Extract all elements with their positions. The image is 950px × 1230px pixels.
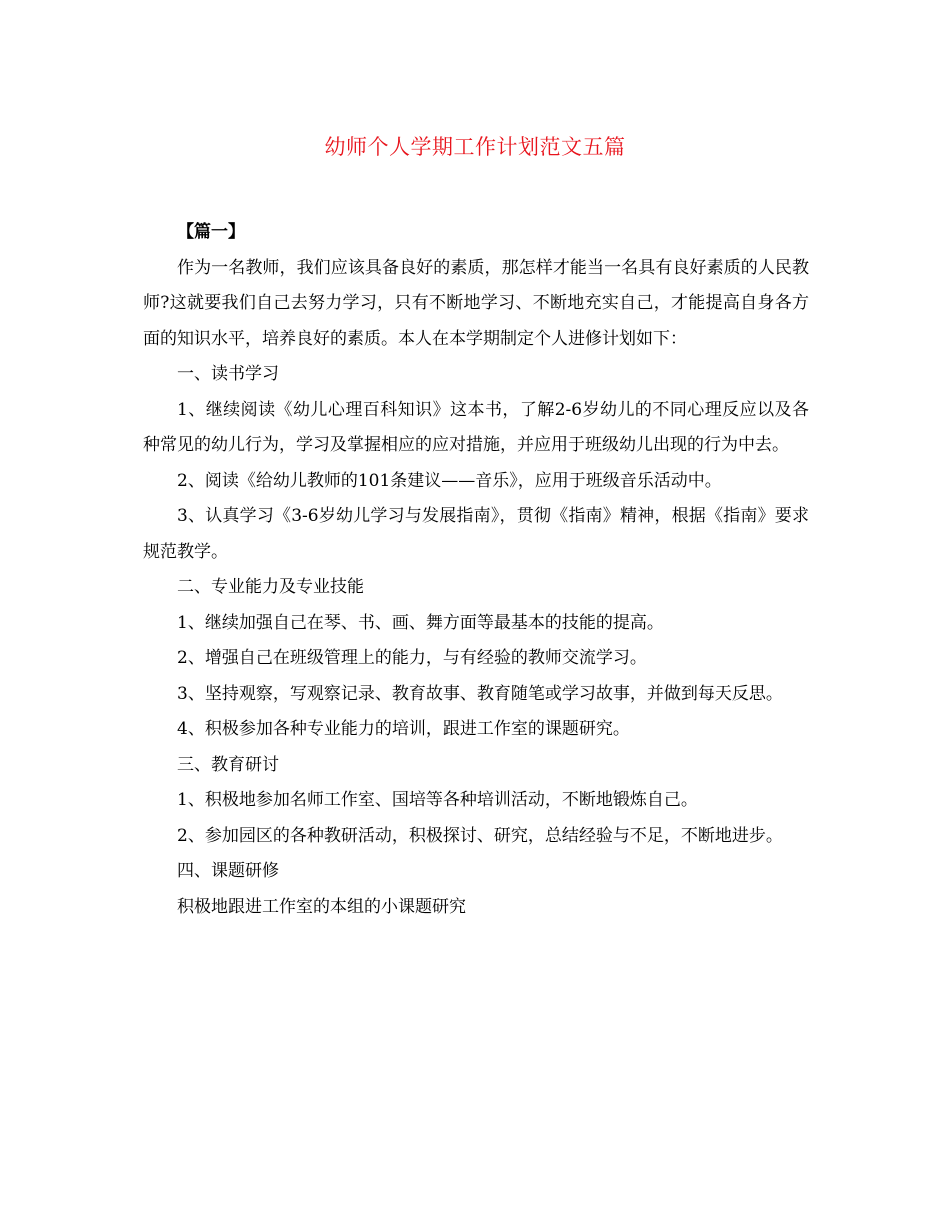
topic-item: 积极地跟进工作室的本组的小课题研究 [177,896,466,917]
intro-paragraph: 作为一名教师，我们应该具备良好的素质，那怎样才能当一名具有良好素质的人民教师?这就要我们自己去努力学习，只有不断地学习、不断地充实自己，才能提高自身各方面的知识水平，培养良好的素质。本人在本学期制定个人进修计划如下： [143,257,809,349]
research-item-2: 2、参加园区的各种教研活动，积极探讨、研究，总结经验与不足，不断地进步。 [177,825,783,846]
skills-item-4: 4、积极参加各种专业能力的培训，跟进工作室的课题研究。 [177,719,630,739]
section-heading-research: 三、教育研讨 [177,754,279,775]
skills-item-3: 3、坚持观察，写观察记录、教育故事、教育随笔或学习故事，并做到每天反思。 [177,683,783,704]
document-title: 幼师个人学期工作计划范文五篇 [324,135,626,159]
skills-item-1: 1、继续加强自己在琴、书、画、舞方面等最基本的技能的提高。 [177,612,664,633]
section-heading-reading: 一、读书学习 [177,364,279,384]
reading-item-1: 1、继续阅读《幼儿心理百科知识》这本书，了解2-6岁幼儿的不同心理反应以及各种常见的幼儿行为，学习及掌握相应的应对措施，并应用于班级幼儿出现的行为中去。 [143,399,809,455]
research-item-1: 1、积极地参加名师工作室、国培等各种培训活动，不断地锻炼自己。 [177,790,698,810]
reading-item-2: 2、阅读《给幼儿教师的101条建议——音乐》，应用于班级音乐活动中。 [177,470,722,491]
reading-item-3: 3、认真学习《3-6岁幼儿学习与发展指南》，贯彻《指南》精神，根据《指南》要求规范教学。 [143,506,809,562]
section-heading-topic: 四、课题研修 [177,861,279,881]
section-label: 【篇一】 [177,222,245,242]
document-body [143,215,809,925]
skills-item-2: 2、增强自己在班级管理上的能力，与有经验的教师交流学习。 [177,648,647,668]
section-heading-skills: 二、专业能力及专业技能 [177,577,364,597]
